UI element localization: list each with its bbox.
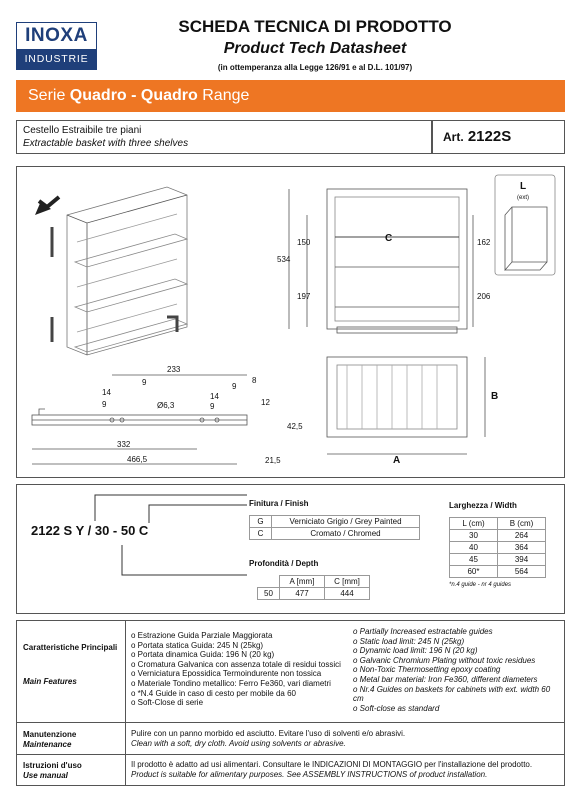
dim-label: 9: [142, 378, 147, 387]
series-sep: -: [126, 87, 141, 104]
features-list-en: [353, 627, 563, 713]
features-table: [16, 620, 565, 786]
table-row: 45 394: [450, 554, 546, 566]
table-row: 50 477 444: [258, 588, 370, 600]
usage-text-it: Il prodotto è adatto ad usi alimentari. Consultare le INDICAZIONI DI MONTAGGIO per l'installazione del prodotto.: [131, 760, 533, 769]
list-item: o Soft-Close di serie: [131, 698, 204, 708]
dim-label: 14: [210, 392, 219, 401]
dim-label: 12: [261, 398, 270, 407]
maintenance-label-it: Manutenzione: [23, 730, 77, 739]
usage-text-en: Product is suitable for alimentary purposes. See ASSEMBLY INSTRUCTIONS of product installation.: [131, 770, 488, 779]
maintenance-text-it: Pulire con un panno morbido ed asciutto. Evitare l'uso di solventi e/o abrasivi.: [131, 729, 406, 738]
product-name-en: Extractable basket with three shelves: [23, 138, 189, 149]
usage-label-en: Use manual: [23, 771, 68, 780]
list-item: o Non-Toxic Thermosetting epoxy coating: [353, 665, 501, 675]
variant-section: [16, 484, 565, 614]
list-item: o Dynamic load limit: 196 N (20 kg): [353, 646, 478, 656]
features-label-it: Caratteristiche Principali: [23, 643, 118, 652]
dim-label: 162: [477, 238, 491, 247]
technical-drawing: [17, 167, 564, 477]
list-item: o Metal bar material: Iron Fe360, different diameters: [353, 674, 538, 684]
maintenance-text-en: Clean with a soft, dry cloth. Avoid using solvents or abrasive.: [131, 739, 346, 748]
dim-label-b: B: [491, 391, 499, 402]
finish-label: Finitura / Finish: [249, 499, 309, 508]
table-row: 30 264: [450, 530, 546, 542]
depth-table: [257, 575, 370, 600]
features-row: [17, 621, 564, 723]
dim-label: 206: [477, 292, 491, 301]
dim-label: 150: [297, 238, 311, 247]
series-name-1: Quadro: [69, 87, 127, 104]
dim-label: 233: [167, 365, 181, 374]
article-label: Art.: [443, 130, 464, 144]
series-suffix: Range: [197, 87, 250, 104]
depth-label: Profondità / Depth: [249, 559, 319, 568]
brand-logo: [16, 22, 97, 70]
table-row: L (cm) B (cm): [450, 518, 546, 530]
basket-3d-illustration: [35, 187, 187, 355]
table-row: 40 364: [450, 542, 546, 554]
finish-table: [249, 515, 420, 540]
list-item: o Partially Increased estractable guides: [353, 627, 493, 636]
logo-text-bottom: INDUSTRIE: [17, 49, 96, 70]
usage-label-it: Istruzioni d'uso: [23, 761, 82, 770]
guide-rail-drawing: [32, 409, 247, 425]
list-item: o Static load limit: 245 N (25kg): [353, 636, 465, 646]
features-label-en: Main Features: [23, 677, 77, 686]
dim-label: 9: [232, 382, 237, 391]
dim-label: 332: [117, 440, 131, 449]
table-row: C Cromato / Chromed: [250, 528, 420, 540]
series-prefix: Serie: [28, 87, 70, 104]
series-name-2: Quadro: [140, 87, 198, 104]
top-view-drawing: [327, 357, 467, 437]
width-table: [449, 517, 546, 578]
dim-label: 534: [277, 255, 291, 264]
dim-label: 8: [252, 376, 257, 385]
product-name-it: Cestello Estraibile tre piani: [23, 125, 142, 136]
dim-label-ext: (ext): [517, 195, 529, 201]
table-row: 60* 564: [450, 566, 546, 578]
list-item: o Estrazione Guida Parziale Maggiorata: [131, 631, 273, 640]
dim-label: Ø6,3: [157, 401, 175, 410]
list-item: o Galvanic Chromium Plating without toxic residues: [353, 655, 536, 665]
legal-note: (in ottemperanza alla Legge 126/91 e al D.L. 101/97): [217, 63, 413, 72]
list-item: o Materiale Tondino metallico: Ferro Fe360, vari diametri: [131, 678, 331, 688]
dim-label-c: C: [385, 233, 393, 244]
article-box: [432, 120, 565, 154]
dim-label: 9: [210, 402, 215, 411]
list-item: o Portata dinamica Guida: 196 N (20 kg): [131, 650, 275, 660]
maintenance-label-en: Maintenance: [23, 740, 72, 749]
dim-label: 9: [102, 400, 107, 409]
article-code: 2122S: [467, 128, 512, 145]
list-item: o *N.4 Guide in caso di cesto per mobile da 60: [131, 688, 296, 698]
dim-label: 21,5: [265, 456, 281, 465]
table-row: G Verniciato Grigio / Grey Painted: [250, 516, 420, 528]
features-list-it: [131, 631, 353, 708]
list-item: o Portata statica Guida: 245 N (25kg): [131, 640, 264, 650]
list-item: o Cromatura Galvanica con assenza totale di residui tossici: [131, 659, 341, 669]
dim-label: 197: [297, 292, 311, 301]
dim-label: 42,5: [287, 422, 303, 431]
front-view-drawing: [327, 189, 467, 333]
width-label: Larghezza / Width: [449, 501, 517, 510]
page-title: SCHEDA TECNICA DI PRODOTTO: [178, 17, 452, 36]
product-code: 2122 S Y / 30 - 50 C: [31, 523, 149, 538]
list-item: o Soft-close as standard: [353, 703, 440, 713]
dim-label: 14: [102, 388, 111, 397]
list-item: o Verniciatura Epossidica Termoindurente non tossica: [131, 669, 322, 679]
list-item: o Nr.4 Guides on baskets for cabinets with ext. width 60 cm: [353, 684, 551, 704]
dim-label: 466,5: [127, 455, 148, 464]
series-banner: [16, 80, 565, 112]
dim-label-a: A: [393, 455, 401, 466]
technical-drawing-area: [16, 166, 565, 478]
dim-label-l: L: [520, 181, 527, 192]
code-connector-lines: [17, 485, 257, 613]
product-name-box: [16, 120, 432, 154]
width-note: *n.4 guide - nr 4 guides: [449, 582, 512, 588]
logo-text-top: INOXA: [17, 23, 96, 49]
table-row: A [mm] C [mm]: [258, 576, 370, 588]
page-subtitle: Product Tech Datasheet: [223, 40, 407, 57]
usage-row: [17, 755, 564, 785]
maintenance-row: [17, 723, 564, 755]
